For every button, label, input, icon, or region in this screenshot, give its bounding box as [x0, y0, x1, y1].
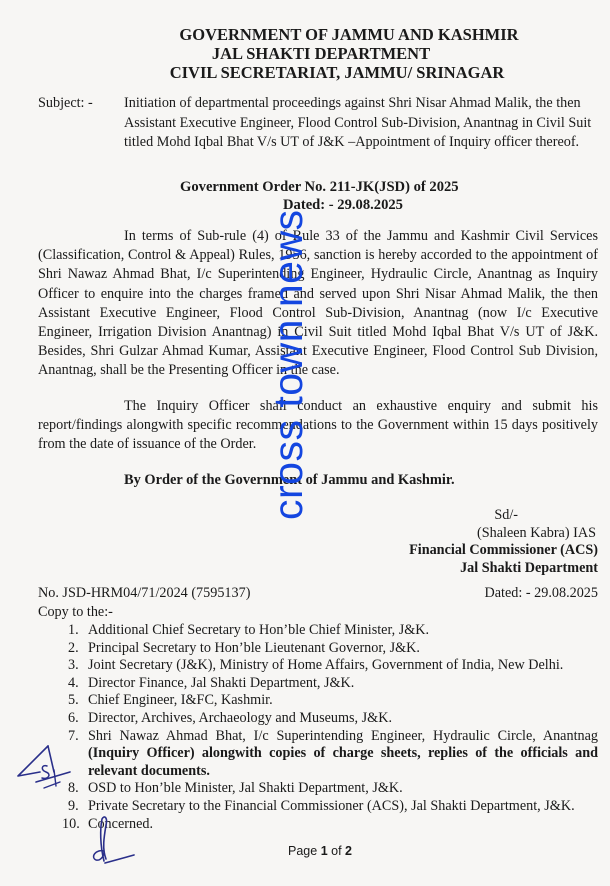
item-number: 8. — [68, 780, 79, 797]
copy-to-list — [62, 622, 598, 833]
item-text: Concerned. — [88, 815, 154, 832]
item-text: Principal Secretary to Hon’ble Lieutenant Governor, J&K. — [88, 639, 420, 656]
item-number: 1. — [68, 622, 79, 638]
copy-list-item — [68, 798, 598, 816]
by-order-line: By Order of the Government of Jammu and Kashmir. — [124, 472, 455, 488]
item-text: Director Finance, Jal Shakti Department, J&K. — [88, 674, 355, 691]
copy-to-label: Copy to the:- — [38, 604, 113, 620]
item-number: 7. — [68, 727, 79, 744]
item-text: Shri Nawaz Ahmad Bhat, I/c Superintending Engineer, Hydraulic Circle, Anantnag — [88, 727, 598, 744]
handwritten-signature — [88, 815, 136, 865]
body-paragraph-1: In terms of Sub-rule (4) of Rule 33 of the Jammu and Kashmir Civil Services (Classification, Control & Appeal) Rules, 1956, sanction is hereby accorded to the appointment of Shri Nawaz Ahmad Bhat, I/c Superintending Engineer, Hydraulic Circle, Anantnag as Inquiry Officer to enquire into the charges framed and served upon Shri Nisar Ahmad Malik, the then Assistant Executive Engineer, Flood Control Sub-Division, Anantnag (now I/c Executive Engineer, Irrigation Division Anantnag) in Civil Suit titled Mohd Iqbal Bhat V/s UT of J&K. Besides, Shri Gulzar Ahmad Kumar, Assistant Executive Engineer, Flood Control Sub Division, Anantnag, shall be the Presenting Officer in the case. — [38, 228, 598, 379]
copy-list-item — [68, 728, 598, 781]
item-number: 6. — [68, 709, 79, 726]
copy-list-item — [68, 710, 598, 728]
reference-date: Dated: - 29.08.2025 — [484, 585, 598, 601]
item-text: Chief Engineer, I&FC, Kashmir. — [88, 692, 273, 709]
letterhead-department: JAL SHAKTI DEPARTMENT — [211, 44, 431, 63]
item-bold-text: (Inquiry Officer) alongwith copies of charge sheets, replies of the officials and relevant documents. — [88, 745, 598, 779]
item-number: 5. — [68, 692, 79, 709]
copy-list-item — [68, 657, 598, 675]
item-number: 4. — [68, 674, 79, 691]
letterhead-government: GOVERNMENT OF JAMMU AND KASHMIR — [179, 25, 519, 44]
letterhead — [0, 25, 610, 82]
page-current: 1 — [320, 844, 328, 858]
item-text: Director, Archives, Archaeology and Museums, J&K. — [88, 709, 393, 726]
signatory-department: Jal Shakti Department — [460, 559, 598, 576]
watermark-text: cross town news — [265, 209, 311, 520]
item-number: 9. — [68, 797, 79, 814]
item-text: Additional Chief Secretary to Hon’ble Chief Minister, J&K. — [88, 622, 430, 638]
copy-list-item — [68, 780, 598, 798]
item-text: OSD to Hon’ble Minister, Jal Shakti Department, J&K. — [88, 780, 403, 797]
page-of: of — [331, 844, 342, 858]
handwritten-initials-mark — [14, 742, 74, 796]
page-number — [288, 844, 352, 858]
item-text: Joint Secretary (J&K), Ministry of Home Affairs, Government of India, New Delhi. — [88, 657, 564, 674]
copy-list-item — [68, 692, 598, 710]
letterhead-secretariat: CIVIL SECRETARIAT, JAMMU/ SRINAGAR — [169, 63, 505, 82]
subject-block — [38, 94, 593, 153]
copy-list-item — [68, 622, 598, 640]
item-number: 2. — [68, 639, 79, 656]
item-number: 10. — [62, 815, 80, 832]
reference-number: No. JSD-HRM04/71/2024 (7595137) — [38, 585, 251, 601]
copy-list-item — [68, 640, 598, 658]
signature-block — [409, 507, 598, 577]
body-paragraph-2: The Inquiry Officer shall conduct an exhaustive enquiry and submit his report/findings alongwith specific recommendations to the Government within 15 days positively from the date of issuance of the Order. — [38, 398, 598, 453]
page-prefix: Page — [288, 844, 318, 858]
subject-label: Subject: - — [38, 95, 93, 111]
copy-list-item — [68, 675, 598, 693]
item-text: Private Secretary to the Financial Commissioner (ACS), Jal Shakti Department, J&K. — [88, 797, 575, 814]
subject-text: Initiation of departmental proceedings against Shri Nisar Ahmad Malik, the then Assistant Executive Engineer, Flood Control Sub-Division, Anantnag in Civil Suit titled Mohd Iqbal Bhat V/s UT of J&K –Appointment of Inquiry officer thereof. — [124, 95, 592, 150]
order-date: Dated: - 29.08.2025 — [283, 197, 403, 213]
order-number: Government Order No. 211-JK(JSD) of 2025 — [180, 179, 459, 195]
signatory-name: (Shaleen Kabra) IAS — [477, 524, 596, 541]
item-number: 3. — [68, 657, 79, 674]
copy-list-item — [62, 815, 598, 834]
signatory-designation: Financial Commissioner (ACS) — [409, 542, 598, 558]
page-total: 2 — [345, 844, 352, 858]
signed-mark: Sd/- — [494, 507, 518, 523]
